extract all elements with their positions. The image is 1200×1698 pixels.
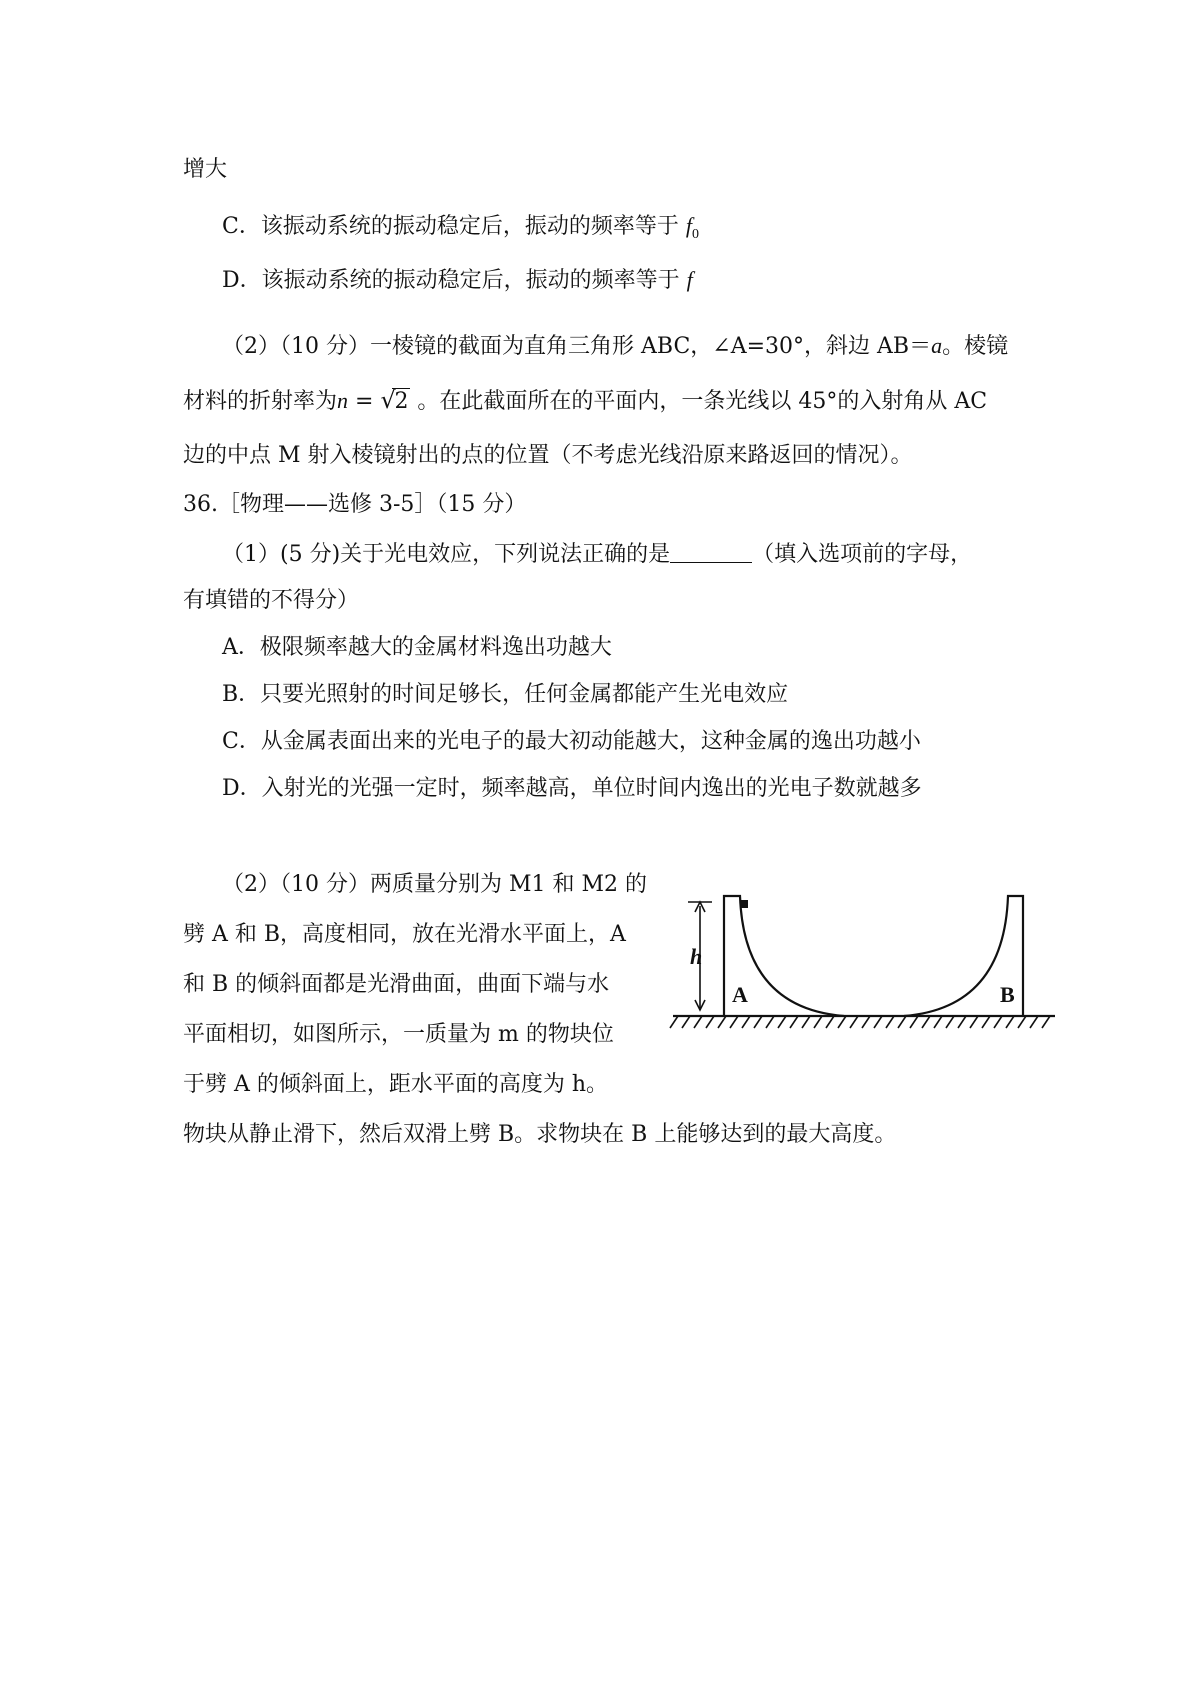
ground-hatching	[670, 1016, 1050, 1028]
photoelectric-question-line-2: 有填错的不得分）	[183, 588, 360, 613]
prism-text: （2）（10 分）一棱镜的截面为直角三角形 ABC，∠A=30°，斜边 AB＝	[222, 334, 932, 359]
option-d-text: D．该振动系统的振动稳定后，振动的频率等于	[222, 268, 687, 293]
continuation-text: 增大	[183, 157, 228, 182]
label-h: h	[690, 944, 703, 969]
block-m	[740, 900, 748, 908]
prism-question-line-2	[183, 386, 987, 417]
symbol-f: f	[685, 213, 692, 238]
symbol-n: n	[337, 388, 349, 413]
wedge-question-line-5: 于劈 A 的倾斜面上，距水平面的高度为 h。	[183, 1072, 609, 1097]
prism-text-end: 。棱镜	[942, 334, 1009, 359]
sqrt-value: 2	[394, 389, 409, 414]
option-b: B．只要光照射的时间足够长，任何金属都能产生光电效应	[222, 682, 789, 707]
option-a: A．极限频率越大的金属材料逸出功越大	[222, 635, 612, 660]
symbol-a: a	[931, 333, 943, 358]
photoelectric-question-line-1	[222, 540, 972, 570]
refraction-text: 材料的折射率为	[183, 389, 338, 414]
subscript-0: 0	[691, 227, 699, 242]
wedge-figure	[668, 888, 1060, 1038]
photoelectric-text: （1）(5 分)关于光电效应，下列说法正确的是	[222, 542, 671, 567]
wedge-question-line-1: （2）（10 分）两质量分别为 M1 和 M2 的	[222, 872, 648, 897]
label-a: A	[732, 982, 748, 1007]
option-c-frequency	[222, 211, 699, 250]
wedge-question-line-3: 和 B 的倾斜面都是光滑曲面，曲面下端与水	[183, 972, 610, 997]
equals-sign: =	[348, 389, 381, 414]
prism-question-line-1	[222, 331, 1008, 362]
label-b: B	[1000, 982, 1015, 1007]
option-c-text: C．该振动系统的振动稳定后，振动的频率等于	[222, 214, 686, 239]
option-d-frequency	[222, 265, 693, 296]
wedge-question-line-2: 劈 A 和 B，高度相同，放在光滑水平面上，A	[183, 922, 626, 947]
option-d: D．入射光的光强一定时，频率越高，单位时间内逸出的光电子数就越多	[222, 776, 922, 801]
answer-blank	[670, 542, 752, 563]
question-36-header: 36.［物理——选修 3-5］（15 分）	[183, 492, 527, 517]
prism-question-line-3: 边的中点 M 射入棱镜射出的点的位置（不考虑光线沿原来路返回的情况）。	[183, 443, 913, 468]
symbol-f: f	[686, 267, 693, 292]
wedge-question-line-4: 平面相切，如图所示，一质量为 m 的物块位	[183, 1022, 614, 1047]
option-c: C．从金属表面出来的光电子的最大初动能越大，这种金属的逸出功越小	[222, 729, 921, 754]
wedge-question-line-6: 物块从静止滑下，然后双滑上劈 B。求物块在 B 上能够达到的最大高度。	[183, 1122, 897, 1147]
sqrt-symbol	[380, 387, 410, 417]
refraction-text-end: 。在此截面所在的平面内，一条光线以 45°的入射角从 AC	[410, 389, 988, 414]
photoelectric-text-end: （填入选项前的字母，	[752, 542, 973, 567]
